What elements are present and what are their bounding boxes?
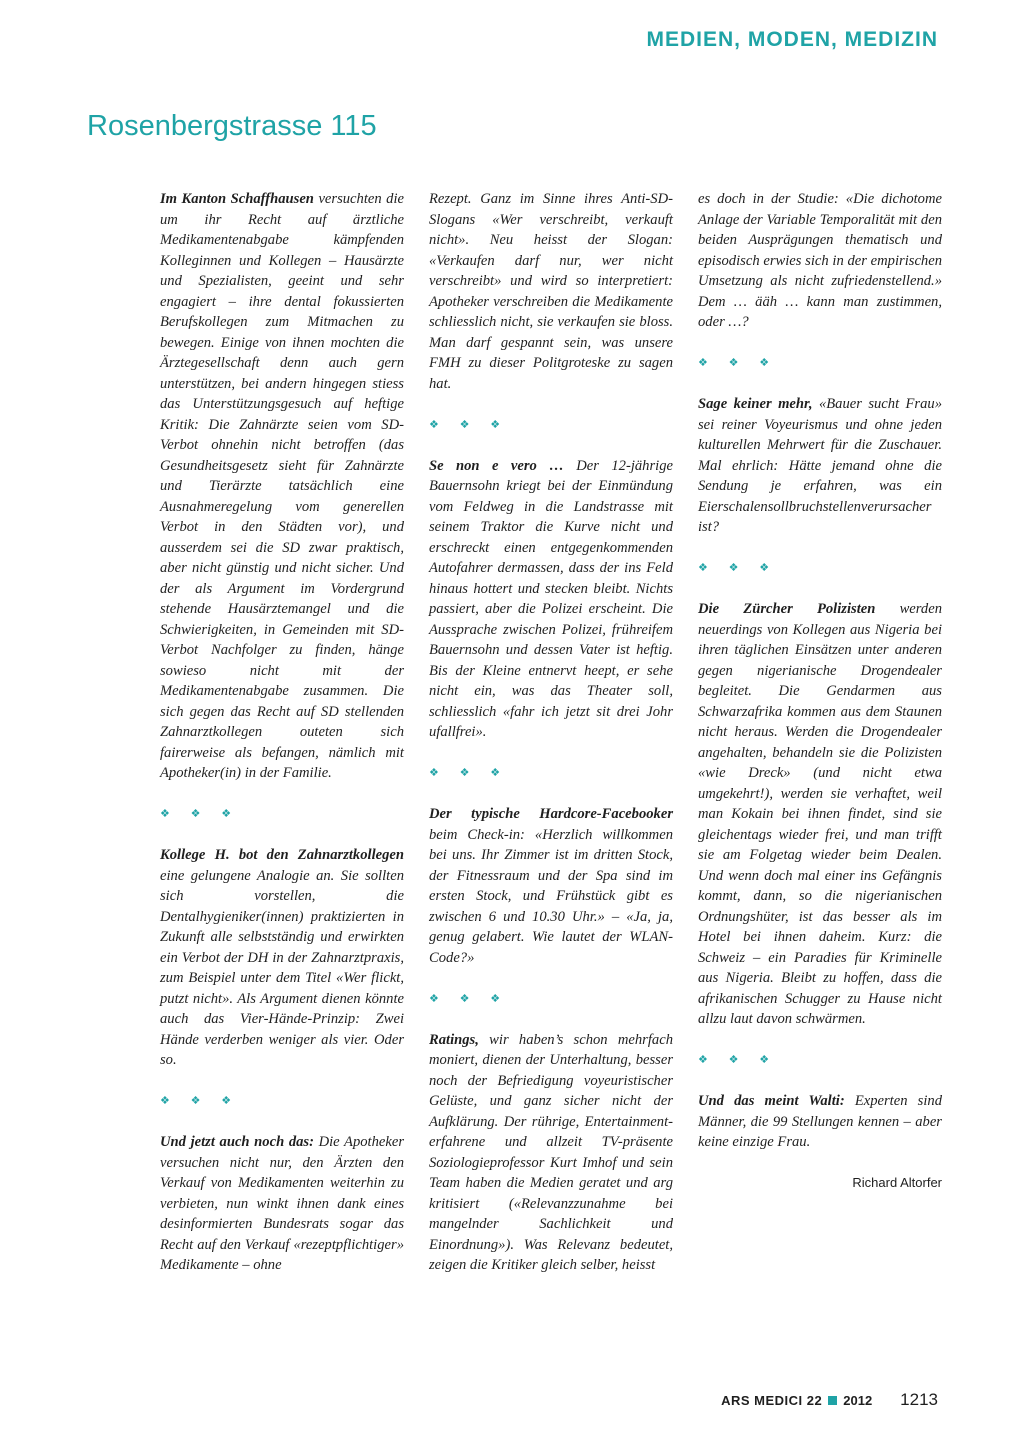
paragraph-text: wir haben’s schon mehrfach moniert, dienen der Unterhaltung, besser noch der Befriedigung voyeuristischer Gelüste, und ganz sicher nicht der Aufklärung. Der rührige, Entertainment-erfahrene und allzeit TV-präsente Soziologieprofessor Kurt Imhof und sein Team haben die Medien geratet und arg kritisiert («Relevanzzunahme bei mangelnder Sachlichkeit und Einordnung»). Was Relevanz bedeutet, zeigen die Kritiker gleich selber, heisst	[429, 1031, 673, 1273]
paragraph	[429, 1030, 673, 1276]
square-icon	[828, 1396, 837, 1405]
issue-year: 2012	[843, 1393, 873, 1408]
page-number: 1213	[900, 1390, 938, 1409]
paragraph-lead: Kollege H. bot den Zahnarztkollegen	[160, 847, 404, 863]
paragraph-text: Rezept. Ganz im Sinne ihres Anti-SD-Slogans «Wer verschreibt, verkauft nicht». Neu heisst der Slogan: «Verkaufen darf nur, wer nicht verschreibt» und wird so interpretiert: Apotheker verschreiben die Medikamente schliesslich nicht, sie verkaufen sie bloss. Man darf gespannt sein, was unsere FMH zu dieser Politgroteske zu sagen hat.	[429, 191, 673, 392]
paragraph	[698, 1091, 942, 1153]
page-footer	[721, 1390, 938, 1410]
paragraph-text: «Bauer sucht Frau» sei reiner Voyeurismus und ohne jeden kulturellen Mehrwert für die Zuschauer. Mal ehrlich: Hätte jemand ohne die Sendung je erfahren, was ein Eierschalensollbruchstellenverursacher ist?	[698, 396, 942, 535]
paragraph-text: beim Check-in: «Herzlich willkommen bei uns. Ihr Zimmer ist im dritten Stock, der Fitnessraum und der Spa sind im ersten Stock, und Frühstück gibt es zwischen 6 und 10.30 Uhr.» – «Ja, ja, genug gelabert. Wie lautet der WLAN-Code?»	[429, 826, 673, 966]
section-divider-icon: ❖ ❖ ❖	[429, 418, 510, 431]
paragraph-lead: Se non e vero …	[429, 457, 564, 474]
paragraph-text: Der 12-jährige Bauernsohn kriegt bei der Einmündung vom Feldweg in die Landstrasse mit seinem Traktor die Kurve nicht und erschreckt einen entgegenkommenden Autofahrer dermassen, dass der ins Feld hinaus hottert und stecken bleibt. Nichts passiert, aber die Polizei erscheint. Die Aussprache zwischen Polizei, frühreifem Bauernsohn und dessen Vater ist heftig. Bis der Kleine entnervt heept, er sehe nicht ein, was das Theater soll, schliesslich «fahr ich jetzt sit drei Johr ufallfrei».	[429, 457, 673, 740]
paragraph-text: Die Apotheker versuchen nicht nur, den Ärzten den Verkauf von Medikamenten weiterhin zu verbieten, nun winkt ihnen dank eines desinformierten Bundesrats sogar das Recht auf den Verkauf «rezeptpflichtiger» Medikamente – ohne	[160, 1134, 404, 1273]
section-divider-icon: ❖ ❖ ❖	[429, 767, 510, 779]
paragraph-text: es doch in der Studie: «Die dichotome Anlage der Variable Temporalität mit den beiden Ausprägungen thematisch und episodisch erwies sich in der empirischen Umsetzung als nicht zufriedenstellend.» Dem … ääh … kann man zustimmen, oder …?	[698, 191, 942, 330]
paragraph-text: eine gelungene Analogie an. Sie sollten sich vorstellen, die Dentalhygieniker(innen) praktizierten in Zukunft alle selbstständig und erwirkten ein Verbot der DH in der Zahnarztpraxis, zum Beispiel unter dem Titel «Wer flickt, putzt nicht». Als Argument dienen könnte auch das Vier-Hände-Prinzip: Zwei Hände verderben weniger als vier. Oder so.	[160, 867, 404, 1068]
paragraph-text: versuchten die um ihr Recht auf ärztliche Medikamentenabgabe kämpfenden Kolleginnen und Kollegen – Hausärzte und Spezialisten, geeint und sehr engagiert – ihre dental fokussierten Berufskollegen zum Mitmachen zu bewegen. Einige von ihnen mochten die Ärztegesellschaft denn auch gern unterstützen, bei andern hingegen stiess das Unterstützungsgesuch auf heftige Kritik: Die Zahnärzte seien vom SD-Verbot ohnehin nicht betroffen (das Gesundheitsgesetz sieht für Zahnärzte und Tierärzte tatsächlich eine Ausnahmeregelung vom generellen Verbot in den Städten vor), und ausserdem sei die SD zwar praktisch, aber nicht günstig und nicht sicher. Und der als Argument im Vordergrund stehende Hausärztemangel und die Schwierigkeiten, in Gemeinden mit SD-Verbot Nachfolger zu finden, hänge sowieso nicht mit der Medikamentenabgabe zusammen. Die sich gegen das Recht auf SD stellenden Zahnarztkollegen outeten sich fairerweise als befangen, nämlich mit Apotheker(in) in der Familie.	[160, 191, 404, 781]
column-1	[160, 189, 404, 1296]
paragraph-lead: Und das meint Walti:	[698, 1093, 845, 1109]
paragraph	[160, 1132, 404, 1276]
paragraph	[429, 189, 673, 394]
paragraph-lead: Sage keiner mehr,	[698, 396, 813, 412]
section-divider-icon: ❖ ❖ ❖	[429, 992, 510, 1005]
paragraph-text: Experten sind Männer, die 99 Stellungen kennen – aber keine einzige Frau.	[698, 1093, 942, 1150]
paragraph-lead: Im Kanton Schaffhausen	[160, 191, 314, 207]
paragraph-lead: Der typische Hardcore-Facebooker	[429, 806, 673, 822]
section-divider-icon: ❖ ❖ ❖	[160, 1095, 241, 1107]
paragraph-lead: Und jetzt auch noch das:	[160, 1134, 314, 1150]
article-body	[160, 189, 942, 1296]
section-label: MEDIEN, MODEN, MEDIZIN	[646, 28, 938, 51]
paragraph	[698, 394, 942, 538]
paragraph-lead: Ratings,	[429, 1031, 479, 1048]
paragraph	[429, 804, 673, 968]
section-divider-icon: ❖ ❖ ❖	[698, 1054, 779, 1066]
paragraph-text: werden neuerdings von Kollegen aus Nigeria bei ihren täglichen Einsätzen unter anderen gegen nigerianische Drogendealer begleitet. Die Gendarmen aus Schwarzafrika kommen aus dem Staunen nicht heraus. Werden die Drogendealer angehalten, behandeln sie die Polizisten «wie Dreck» (und nicht etwa umgekehrt!), werden sie verhaftet, weil man Kokain bei ihnen findet, sind sie gleichentags wieder frei, und man trifft sie am Folgetag wieder beim Dealen. Und wenn doch mal einer ins Gefängnis kommt, dann, so die nigerianischen Ordnungshüter, ist das besser als im Hotel bei ihnen daheim. Kurz: die Schweiz – ein Paradies für Kriminelle aus Nigeria. Bleibt zu hoffen, dass die afrikanischen Schugger zu Hause nicht allzu laut davon schwärmen.	[698, 601, 942, 1027]
paragraph	[698, 599, 942, 1030]
section-divider-icon: ❖ ❖ ❖	[698, 357, 779, 369]
section-divider-icon: ❖ ❖ ❖	[698, 562, 779, 574]
paragraph	[429, 456, 673, 743]
section-divider-icon: ❖ ❖ ❖	[160, 808, 241, 820]
paragraph	[160, 189, 404, 784]
page-title: Rosenbergstrasse 115	[87, 110, 377, 142]
paragraph	[698, 189, 942, 333]
paragraph	[160, 845, 404, 1071]
column-3	[698, 189, 942, 1296]
paragraph-lead: Die Zürcher Polizisten	[698, 601, 876, 617]
author-signature: Richard Altorfer	[852, 1175, 942, 1190]
column-2	[429, 189, 673, 1296]
journal-name: ARS MEDICI 22	[721, 1393, 823, 1408]
